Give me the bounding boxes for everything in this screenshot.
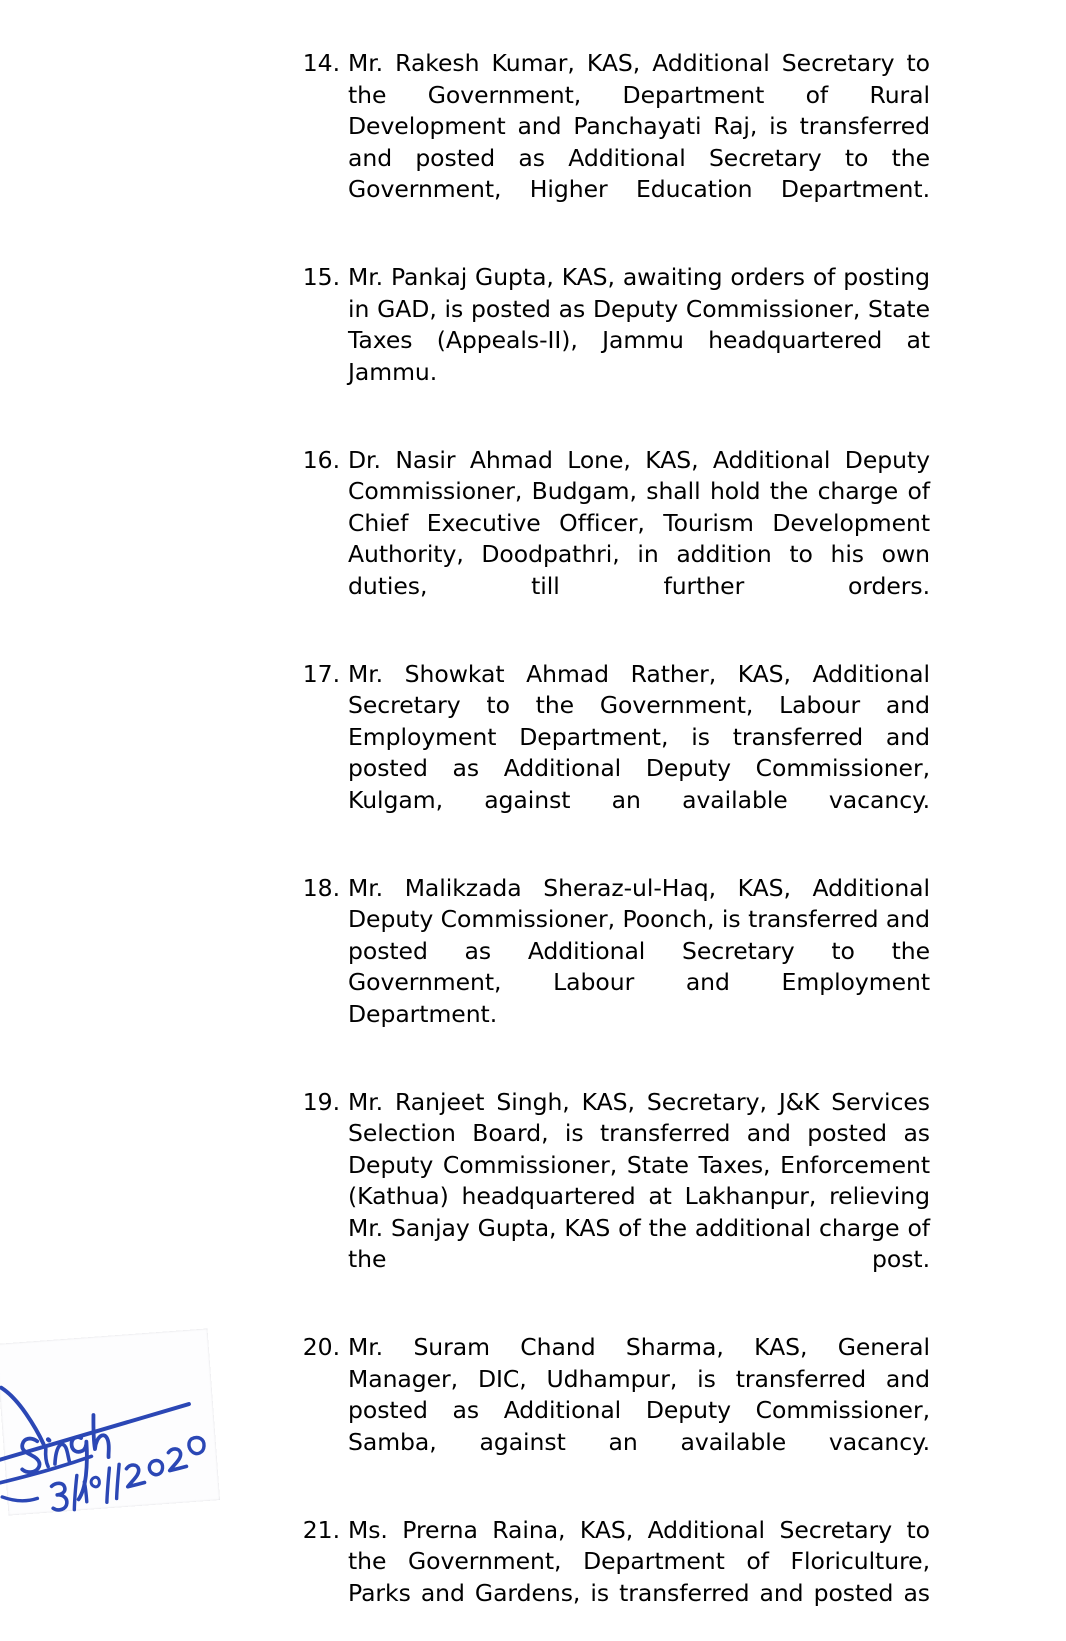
- order-item-text: Mr. Ranjeet Singh, KAS, Secretary, J&K Services Selection Board, is transferred and posted as Deputy Commissioner, State Taxes, Enforcement (Kathua) headquartered at Lakhanpur, relieving Mr. Sanjay Gupta, KAS of the additional charge of the post.: [348, 1087, 930, 1273]
- order-item-number: 17.: [302, 659, 340, 688]
- order-item: [296, 445, 930, 634]
- order-item-text: Mr. Rakesh Kumar, KAS, Additional Secretary to the Government, Department of Rural Development and Panchayati Raj, is transferred and posted as Additional Secretary to the Government, Higher Education Department.: [348, 49, 930, 203]
- order-item-text: Ms. Prerna Raina, KAS, Additional Secretary to the Government, Department of Floriculture, Parks and Gardens, is transferred and posted as: [348, 1515, 930, 1607]
- order-item-number: 19.: [302, 1087, 340, 1116]
- order-item-number: 14.: [302, 49, 340, 77]
- order-item-number: 16.: [302, 445, 340, 474]
- order-item-list: [296, 48, 930, 1641]
- order-item-text: Mr. Suram Chand Sharma, KAS, General Manager, DIC, Udhampur, is transferred and posted as Additional Deputy Commissioner, Samba, against an available vacancy.: [348, 1333, 930, 1456]
- order-item-text: Dr. Nasir Ahmad Lone, KAS, Additional Deputy Commissioner, Budgam, shall hold the charge of Chief Executive Officer, Tourism Development Authority, Doodpathri, in addition to his own duties, till further orders.: [348, 445, 930, 600]
- order-item-text: Mr. Pankaj Gupta, KAS, awaiting orders of posting in GAD, is posted as Deputy Commissioner, State Taxes (Appeals-II), Jammu headquartered at Jammu.: [348, 263, 930, 386]
- order-item: [296, 873, 930, 1062]
- order-item: [296, 1515, 930, 1641]
- order-item: [296, 48, 930, 237]
- order-item-text: Mr. Malikzada Sheraz-ul-Haq, KAS, Additional Deputy Commissioner, Poonch, is transferred and posted as Additional Secretary to the Government, Labour and Employment Department.: [348, 873, 930, 1028]
- order-item-number: 21.: [302, 1515, 340, 1544]
- order-item-number: 20.: [302, 1333, 340, 1361]
- order-item: [296, 659, 930, 848]
- order-item-number: 15.: [302, 263, 340, 291]
- signature-block: [0, 1328, 220, 1515]
- order-item: [296, 1332, 930, 1490]
- order-item-number: 18.: [302, 873, 340, 902]
- order-item-text: Mr. Showkat Ahmad Rather, KAS, Additional Secretary to the Government, Labour and Employment Department, is transferred and posted as Additional Deputy Commissioner, Kulgam, against an available vacancy.: [348, 659, 930, 814]
- order-item: [296, 262, 930, 420]
- handwritten-signature-icon: [0, 1324, 231, 1525]
- order-item: [296, 1087, 930, 1308]
